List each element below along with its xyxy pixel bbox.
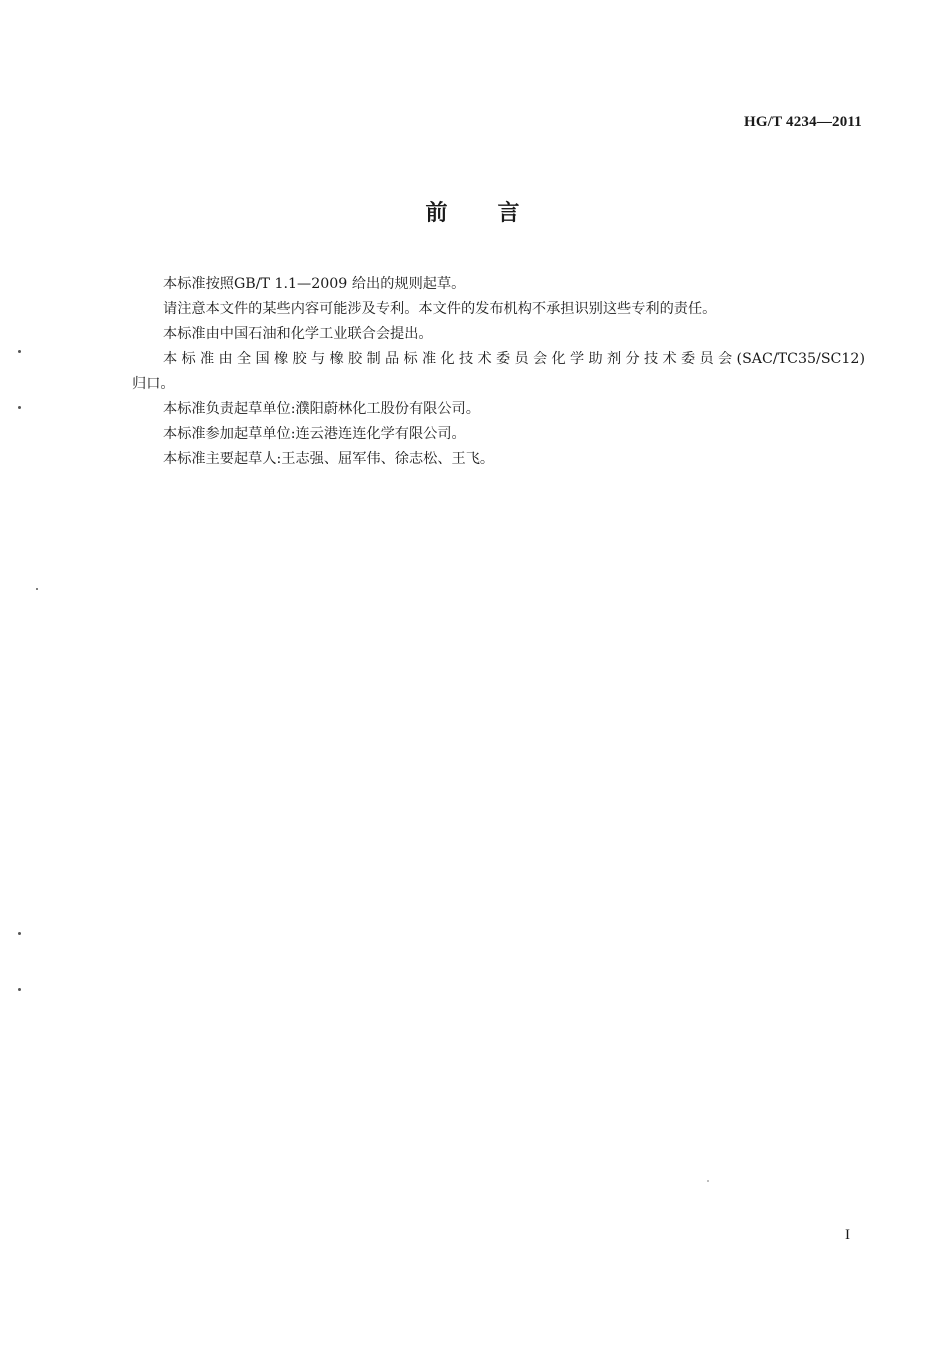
scan-speck — [18, 350, 21, 353]
paragraph-main-drafters: 本标准主要起草人:王志强、屈军伟、徐志松、王飞。 — [163, 451, 495, 467]
page-title: 前言 — [425, 201, 570, 226]
scan-speck — [707, 1180, 709, 1182]
paragraph-lead-drafting-unit: 本标准负责起草单位:濮阳蔚林化工股份有限公司。 — [163, 401, 480, 417]
foreword-body — [132, 272, 865, 472]
paragraph-technical-committee-cont: 归口。 — [132, 376, 175, 392]
standard-code: HG/T 4234—2011 — [744, 114, 862, 130]
paragraph-technical-committee: 本标准由全国橡胶与橡胶制品标准化技术委员会化学助剂分技术委员会(SAC/TC35/SC12) — [163, 351, 865, 367]
paragraph-patent-notice: 请注意本文件的某些内容可能涉及专利。本文件的发布机构不承担识别这些专利的责任。 — [163, 301, 717, 317]
scan-speck — [36, 588, 38, 590]
scan-speck — [18, 406, 21, 409]
scan-speck — [18, 932, 21, 935]
paragraph-participating-unit: 本标准参加起草单位:连云港连连化学有限公司。 — [163, 426, 466, 442]
paragraph-proposer: 本标准由中国石油和化学工业联合会提出。 — [163, 326, 433, 342]
paragraph-drafting-rules: 本标准按照GB/T 1.1—2009 给出的规则起草。 — [163, 276, 466, 292]
scan-speck — [18, 988, 21, 991]
page-number: I — [845, 1227, 850, 1243]
